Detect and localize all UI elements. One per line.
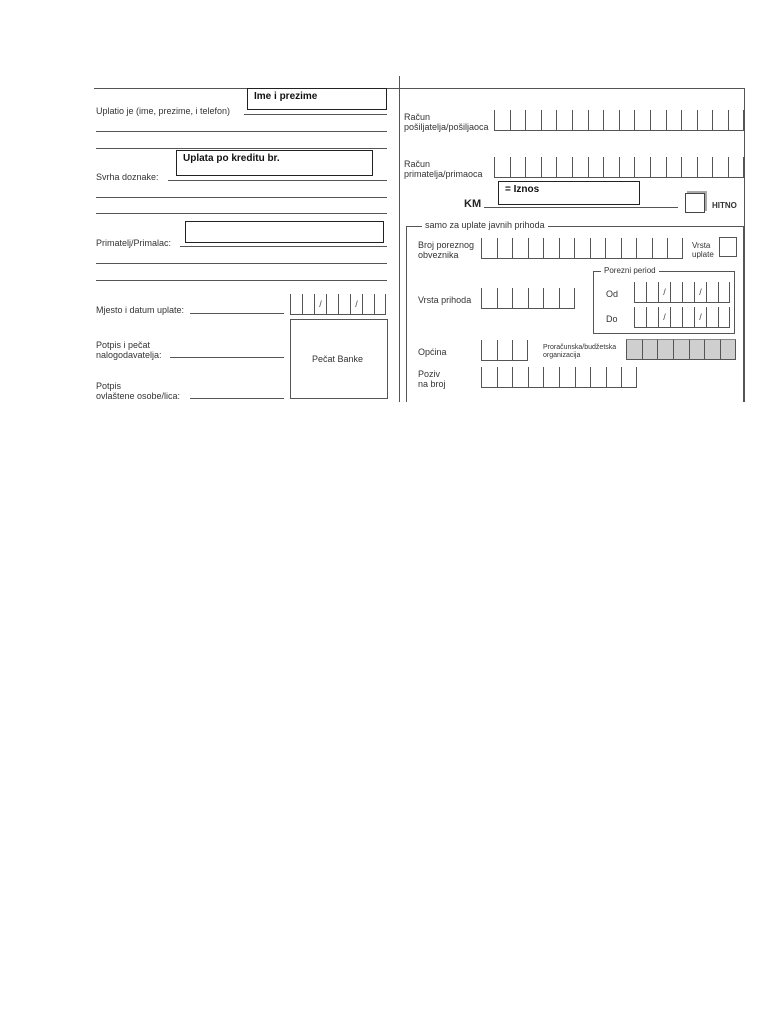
- amount-line: [484, 207, 678, 208]
- top-border: [94, 88, 744, 89]
- payment-type-label-1: Vrsta: [692, 241, 711, 250]
- amount-field[interactable]: = Iznos: [498, 181, 640, 205]
- recipient-line-1: [180, 246, 387, 247]
- municipality-cells[interactable]: [481, 340, 528, 361]
- tax-number-cells[interactable]: [481, 238, 683, 259]
- to-date-cells[interactable]: [634, 307, 730, 328]
- signature-stamp-label-1: Potpis i pečat: [96, 340, 151, 350]
- payer-line-3: [96, 148, 387, 149]
- authorized-line: [190, 398, 284, 399]
- tax-period-title: Porezni period: [601, 266, 659, 275]
- payer-label: Uplatio je (ime, prezime, i telefon): [96, 106, 231, 116]
- reference-label-2: na broj: [418, 379, 446, 389]
- authorized-label-2: ovlaštene osobe/lica:: [96, 391, 181, 401]
- reference-cells[interactable]: [481, 367, 637, 388]
- from-date-cells[interactable]: [634, 282, 730, 303]
- place-date-label: Mjesto i datum uplate:: [96, 305, 185, 315]
- public-revenue-title: samo za uplate javnih prihoda: [422, 220, 548, 230]
- center-divider: [399, 76, 400, 402]
- right-border: [744, 88, 745, 402]
- signature-stamp-label-2: nalogodavatelja:: [96, 350, 162, 360]
- date-cells[interactable]: [290, 294, 386, 315]
- to-label: Do: [606, 314, 618, 324]
- payer-line-2: [96, 131, 387, 132]
- recipient-field[interactable]: [185, 221, 384, 243]
- payer-name-field[interactable]: Ime i prezime: [247, 88, 387, 110]
- recipient-account-label-1: Račun: [404, 159, 431, 169]
- purpose-line-3: [96, 213, 387, 214]
- urgent-checkbox[interactable]: [685, 193, 705, 213]
- recipient-line-2: [96, 263, 387, 264]
- payer-line-1: [244, 114, 387, 115]
- budget-org-label-1: Proračunska/budžetska: [543, 344, 617, 351]
- sender-account-label-1: Račun: [404, 112, 431, 122]
- reference-label-1: Poziv: [418, 369, 441, 379]
- payment-type-box[interactable]: [719, 237, 737, 257]
- payment-type-label-2: uplate: [692, 250, 714, 259]
- recipient-label: Primatelj/Primalac:: [96, 238, 172, 248]
- recipient-account-label-2: primatelja/primaoca: [404, 169, 483, 179]
- currency-label: KM: [464, 198, 482, 210]
- signature-line: [170, 357, 284, 358]
- municipality-label: Općina: [418, 347, 447, 357]
- recipient-account-cells[interactable]: [494, 157, 744, 178]
- tax-number-label-2: obveznika: [418, 250, 459, 260]
- place-line: [190, 313, 284, 314]
- sender-account-label-2: pošiljatelja/pošiljaoca: [404, 122, 489, 132]
- tax-number-label-1: Broj poreznog: [418, 240, 475, 250]
- budget-org-cells[interactable]: [626, 339, 736, 360]
- sender-account-cells[interactable]: [494, 110, 744, 131]
- purpose-label: Svrha doznake:: [96, 172, 159, 182]
- from-label: Od: [606, 289, 619, 299]
- revenue-type-label: Vrsta prihoda: [418, 295, 472, 305]
- authorized-label-1: Potpis: [96, 381, 122, 391]
- purpose-line-1: [168, 180, 387, 181]
- revenue-type-cells[interactable]: [481, 288, 575, 309]
- purpose-field[interactable]: Uplata po kreditu br.: [176, 150, 373, 176]
- urgent-label: HITNO: [712, 201, 737, 210]
- bank-stamp-label: Pečat Banke: [312, 354, 364, 364]
- purpose-line-2: [96, 197, 387, 198]
- recipient-line-3: [96, 280, 387, 281]
- budget-org-label-2: organizacija: [543, 352, 581, 359]
